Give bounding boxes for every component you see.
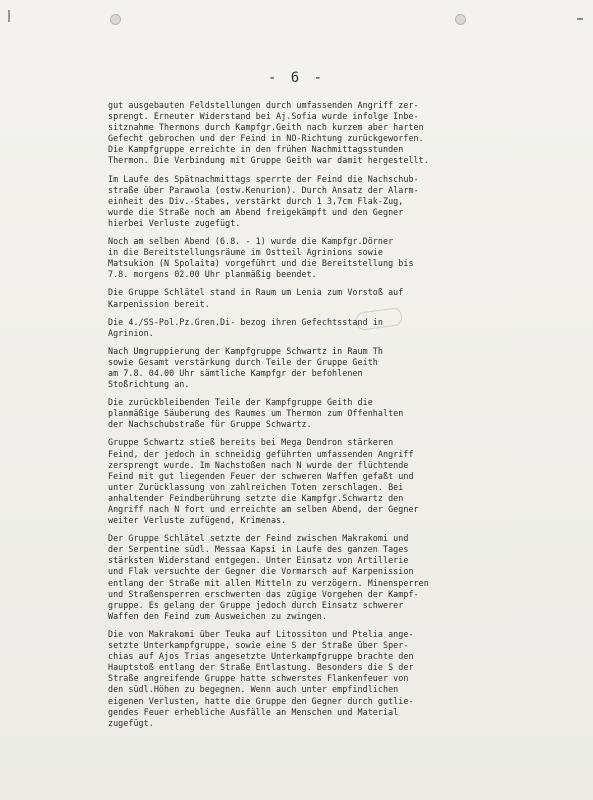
paragraph-3: Noch am selben Abend (6.8. - 1) wurde die Kampfgr.Dörner in die Bereitstellungsräume im Ostteil Agrinions sowie Matsukion (N Spolaita) vorgeführt und die Bereitstellung bis 7.8. morgens 02.00 Uhr planmäßig beendet. bbox=[108, 236, 414, 280]
paragraph-7: Die zurückbleibenden Teile der Kampfgruppe Geith die planmäßige Säuberung des Raumes um Thermon zum Offenhalten der Nachschubstraße für Gruppe Schwartz. bbox=[108, 397, 404, 430]
edge-mark bbox=[8, 10, 10, 22]
paragraph-10: Die von Makrakomi über Teuka auf Litossiton und Ptelia ange- setzte Unterkampfgruppe, sowie eine S der Straße über Sper- chias auf Ajos Trias angesetzte Unterkampfgruppe brachte den Hauptstoß entlang der Straße Entlastung. Besonders die S der Straße angreifende Gruppe hatte schwerstes Flankenfeuer von den südl.Höhen zu begegnen. Wenn auch unter empfindlichen eigenen Verlusten, hatte die Gruppe den Gegner durch gutlie- gendes Feuer erhebliche Ausfälle an Menschen und Material zugefügt. bbox=[108, 628, 414, 728]
paragraph-5: Die 4./SS-Pol.Pz.Gren.Di- bezog ihren Gefechtsstand in Agrinion. bbox=[108, 316, 383, 338]
punch-hole bbox=[455, 14, 466, 25]
paragraph-4: Die Gruppe Schlätel stand in Raum um Lenia zum Vorstoß auf Karpenission bereit. bbox=[108, 287, 404, 309]
page-number: - 6 - bbox=[267, 70, 326, 86]
paragraph-9: Der Gruppe Schlätel setzte der Feind zwischen Makrakomi und der Serpentine südl. Messaa Kapsi in Laufe des ganzen Tages stärksten Widerstand entgegen. Unter Einsatz von Artillerie und Flak versuchte der Gegner die Vormarsch auf Karpenission entlang der Straße mit allen Mitteln zu verzögern. Minensperren und Straßensperren erschwerten das zügige Vorgehen der Kampf- gruppe. Es gelang der Gruppe jedoch durch Einsatz schwerer Waffen den Feind zum Ausweichen zu zwingen. bbox=[108, 533, 429, 621]
paragraph-1: gut ausgebauten Feldstellungen durch umfassenden Angriff zer- sprengt. Erneuter Widerstand bei Aj.Sofia wurde infolge Inbe- sitznahme Thermons durch Kampfgr.Geith nach kurzem aber harten Gefecht gebrochen und der Feind in NO-Richtung zurückgeworfen. Die Kampfgruppe erreichte in den frühen Nachmittagsstunden Thermon. Die Verbindung mit Gruppe Geith war damit hergestellt. bbox=[108, 100, 429, 166]
document-body bbox=[108, 100, 528, 736]
paragraph-2: Im Laufe des Spätnachmittags sperrte der Feind die Nachschub- straße über Parawola (ostw.Kenurion). Durch Ansatz der Alarm- einheit des Div.-Stabes, verstärkt durch 1 3,7cm Flak-Zug, wurde die Straße noch am Abend freigekämpft und den Gegner hierbei Verluste zugefügt. bbox=[108, 173, 419, 228]
corner-mark bbox=[577, 18, 583, 20]
punch-hole bbox=[110, 14, 121, 25]
paragraph-6: Nach Umgruppierung der Kampfgruppe Schwartz in Raum Th sowie Gesamt verstärkung durch Teile der Gruppe Geith am 7.8. 04.00 Uhr sämtliche Kampfgr der befohlenen Stoßrichtung an. bbox=[108, 345, 383, 390]
paragraph-8: Gruppe Schwartz stieß bereits bei Mega Dendron stärkeren Feind, der jedoch in schneidig geführten umfassenden Angriff zersprengt wurde. Im Nachstoßen nach N wurde der flüchtende Feind mit gut liegenden Feuer der schweren Waffen gefaßt und unter Zurücklassung von zahlreichen Toten zerschlagen. Bei anhaltender Feindberührung setzte die Kampfgr.Schwartz den Angriff nach N fort und erreichte am selben Abend, der Gegner weiter Verluste zufügend, Krimenas. bbox=[108, 437, 419, 526]
